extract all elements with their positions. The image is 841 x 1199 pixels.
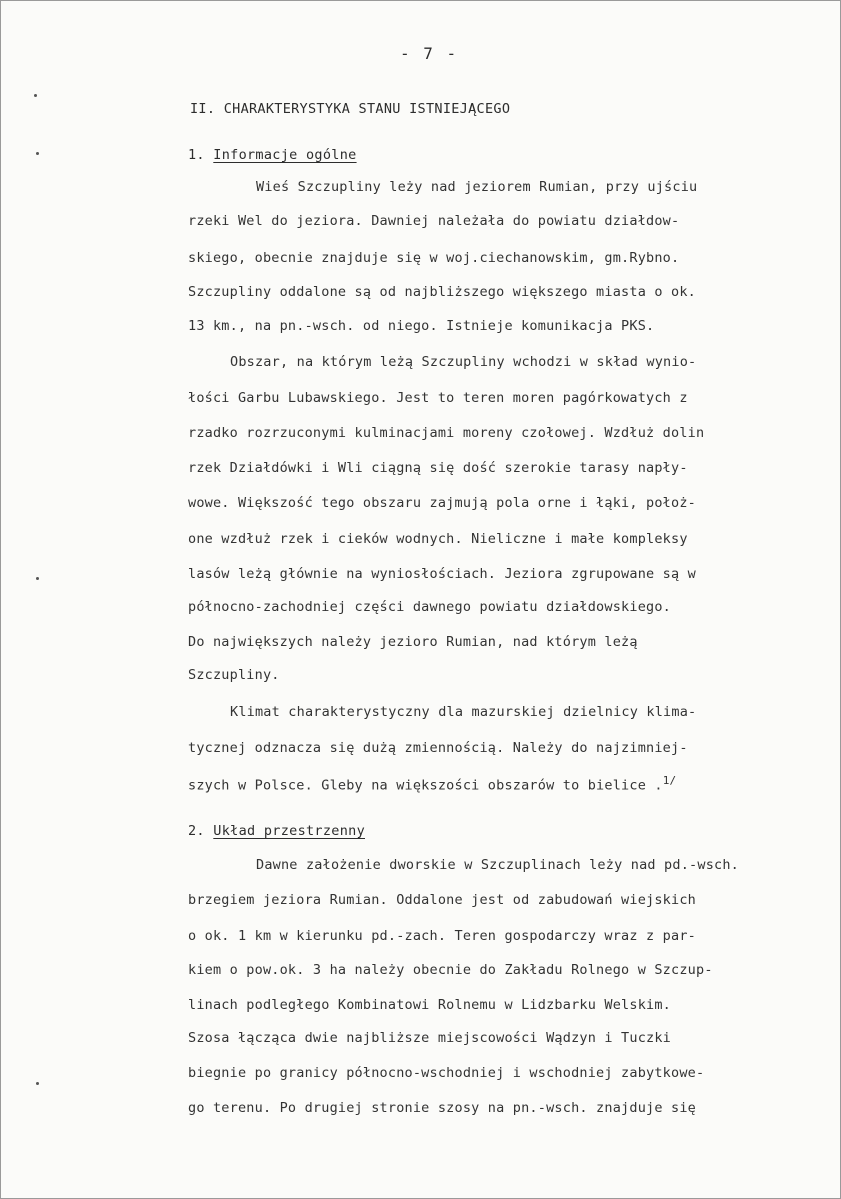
- paragraph-line: Szczupliny.: [188, 667, 280, 683]
- paragraph-line: o ok. 1 km w kierunku pd.-zach. Teren gospodarczy wraz z par-: [188, 928, 696, 944]
- margin-dot: [34, 94, 37, 97]
- subsection-heading: [188, 823, 365, 839]
- margin-dot: [36, 1082, 39, 1085]
- paragraph-line: go terenu. Po drugiej stronie szosy na pn.-wsch. znajduje się: [188, 1100, 696, 1116]
- paragraph-line: rzeki Wel do jeziora. Dawniej należała do powiatu działdow-: [188, 213, 680, 229]
- paragraph-line: Wieś Szczupliny leży nad jeziorem Rumian, przy ujściu: [256, 179, 698, 195]
- paragraph-line: Szosa łącząca dwie najbliższe miejscowości Wądzyn i Tuczki: [188, 1030, 672, 1046]
- paragraph-line: rzek Działdówki i Wli ciągną się dość szerokie tarasy napły-: [188, 460, 688, 476]
- page-number: - 7 -: [400, 44, 459, 63]
- paragraph-line: kiem o pow.ok. 3 ha należy obecnie do Zakładu Rolnego w Szczup-: [188, 962, 713, 978]
- margin-dot: [36, 577, 39, 580]
- paragraph-line: łości Garbu Lubawskiego. Jest to teren moren pagórkowatych z: [188, 390, 688, 406]
- footnote-reference: 1/: [662, 774, 677, 787]
- paragraph-line: Klimat charakterystyczny dla mazurskiej dzielnicy klima-: [230, 704, 697, 720]
- paragraph-line: rzadko rozrzuconymi kulminacjami moreny czołowej. Wzdłuż dolin: [188, 425, 705, 441]
- paragraph-line: Szczupliny oddalone są od najbliższego większego miasta o ok.: [188, 284, 696, 300]
- paragraph-line: linach podległego Kombinatowi Rolnemu w Lidzbarku Welskim.: [188, 997, 672, 1013]
- subsection-number: 2.: [188, 823, 205, 839]
- subsection-heading: [188, 147, 357, 163]
- paragraph-line: Do największych należy jezioro Rumian, nad którym leżą: [188, 634, 638, 650]
- paragraph-line: biegnie po granicy północno-wschodniej i wschodniej zabytkowe-: [188, 1065, 705, 1081]
- paragraph-line: 13 km., na pn.-wsch. od niego. Istnieje komunikacja PKS.: [188, 318, 655, 334]
- subsection-title: Układ przestrzenny: [213, 823, 365, 839]
- section-title: II. CHARAKTERYSTYKA STANU ISTNIEJĄCEGO: [190, 101, 511, 117]
- paragraph-line: Obszar, na którym leżą Szczupliny wchodzi w skład wynio-: [230, 354, 697, 370]
- paragraph-text: szych w Polsce. Gleby na większości obszarów to bielice .: [188, 777, 663, 794]
- paragraph-line: skiego, obecnie znajduje się w woj.ciechanowskim, gm.Rybno.: [188, 250, 680, 266]
- subsection-number: 1.: [188, 147, 205, 163]
- paragraph-line: wowe. Większość tego obszaru zajmują pola orne i łąki, położ-: [188, 495, 696, 511]
- subsection-title: Informacje ogólne: [213, 147, 357, 163]
- paragraph-line: [188, 774, 676, 794]
- paragraph-line: tycznej odznacza się dużą zmiennością. Należy do najzimniej-: [188, 740, 688, 756]
- paragraph-line: one wzdłuż rzek i cieków wodnych. Nieliczne i małe kompleksy: [188, 531, 688, 547]
- paragraph-line: północno-zachodniej części dawnego powiatu działdowskiego.: [188, 599, 672, 615]
- paragraph-line: lasów leżą głównie na wyniosłościach. Jeziora zgrupowane są w: [188, 566, 696, 582]
- paragraph-line: Dawne założenie dworskie w Szczuplinach leży nad pd.-wsch.: [256, 857, 740, 873]
- paragraph-line: brzegiem jeziora Rumian. Oddalone jest od zabudowań wiejskich: [188, 892, 696, 908]
- margin-dot: [36, 152, 39, 155]
